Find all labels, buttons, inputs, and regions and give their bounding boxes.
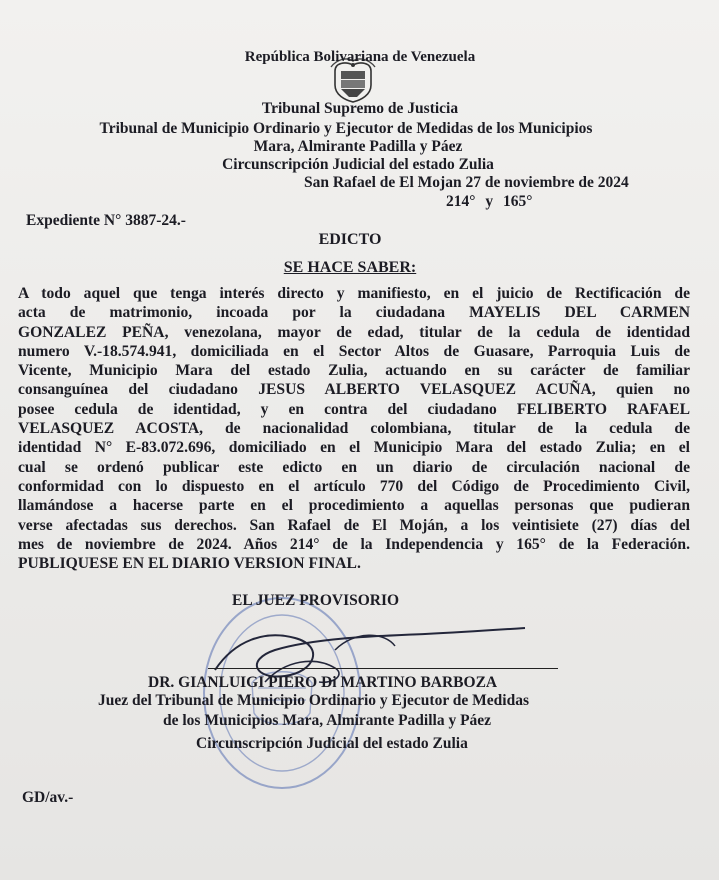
body-line-publish: PUBLIQUESE EN EL DIARIO VERSION FINAL.	[18, 555, 361, 573]
body-line: acta de matrimonio, incoada por la ciudadana MAYELIS DEL CARMEN	[18, 304, 690, 322]
supreme-court-line: Tribunal Supremo de Justicia	[261, 100, 459, 117]
body-line: posee cedula de identidad, y en contra del ciudadano FELIBERTO RAFAEL	[18, 400, 690, 418]
signature-line	[208, 668, 558, 669]
body-line: verse afectadas sus derechos. San Rafael de El Moján, a los veintisiete (27) días del	[18, 516, 690, 534]
body-line: consanguínea del ciudadano JESUS ALBERTO VELASQUEZ ACUÑA, quien no	[18, 381, 690, 399]
place-date: San Rafael de El Mojan 27 de noviembre de 2024	[304, 174, 629, 191]
years-conjunction: y	[485, 193, 494, 210]
edict-title: EDICTO	[318, 231, 382, 248]
body-line: Vicente, Municipio Mara del estado Zulia, actuando en su carácter de familiar	[18, 362, 690, 380]
body-line: mes de noviembre de 2024. Años 214° de la Independencia y 165° de la Federación.	[18, 535, 690, 553]
federation-year: 165°	[502, 193, 533, 210]
body-line: GONZALEZ PEÑA, venezolana, mayor de edad, titular de la cedula de identidad	[18, 323, 690, 341]
edict-body	[18, 284, 690, 573]
notice-title-text: SE HACE SABER:	[283, 259, 417, 276]
municipalities-line: Mara, Almirante Padilla y Páez	[253, 138, 463, 155]
file-number: Expediente N° 3887-24.-	[26, 212, 186, 229]
body-line: llamándose a hacerse parte en el procedimiento a aquellas personas que pudieran	[18, 497, 690, 515]
body-line: cual se ordenó publicar este edicto en un diario de circulación nacional de	[18, 458, 690, 476]
body-line: identidad N° E-83.072.696, domiciliado en el Municipio Mara del estado Zulia; en el	[18, 439, 690, 457]
typist-initials: GD/av.-	[22, 789, 74, 806]
court-name-line: Tribunal de Municipio Ordinario y Ejecutor de Medidas de los Municipios	[99, 120, 593, 137]
judge-name: DR. GIANLUIGI PIERO Di MARTINO BARBOZA	[148, 674, 498, 691]
body-line: A todo aquel que tenga interés directo y manifiesto, en el juicio de Rectificación de	[18, 285, 690, 302]
body-line: VELASQUEZ ACOSTA, de nacionalidad colombiana, titular de la cedula de	[18, 420, 690, 438]
body-line: numero V.-18.574.941, domiciliada en el Sector Altos de Guasare, Parroquia Luis de	[18, 342, 690, 360]
body-line: conformidad con lo dispuesto en el artículo 770 del Código de Procedimiento Civil,	[18, 477, 690, 495]
years-line	[446, 193, 646, 211]
judge-role: EL JUEZ PROVISORIO	[232, 592, 400, 609]
judge-title-line: Circunscripción Judicial del estado Zulia	[196, 735, 468, 752]
independence-year: 214°	[446, 193, 476, 210]
notice-title	[200, 259, 500, 277]
judge-title-line: Juez del Tribunal de Municipio Ordinario y Ejecutor de Medidas	[98, 692, 530, 709]
republic-heading: República Bolivariana de Venezuela	[244, 49, 476, 65]
jurisdiction-line: Circunscripción Judicial del estado Zulia	[222, 156, 494, 173]
judge-title-line: de los Municipios Mara, Almirante Padilla y Páez	[163, 712, 492, 729]
